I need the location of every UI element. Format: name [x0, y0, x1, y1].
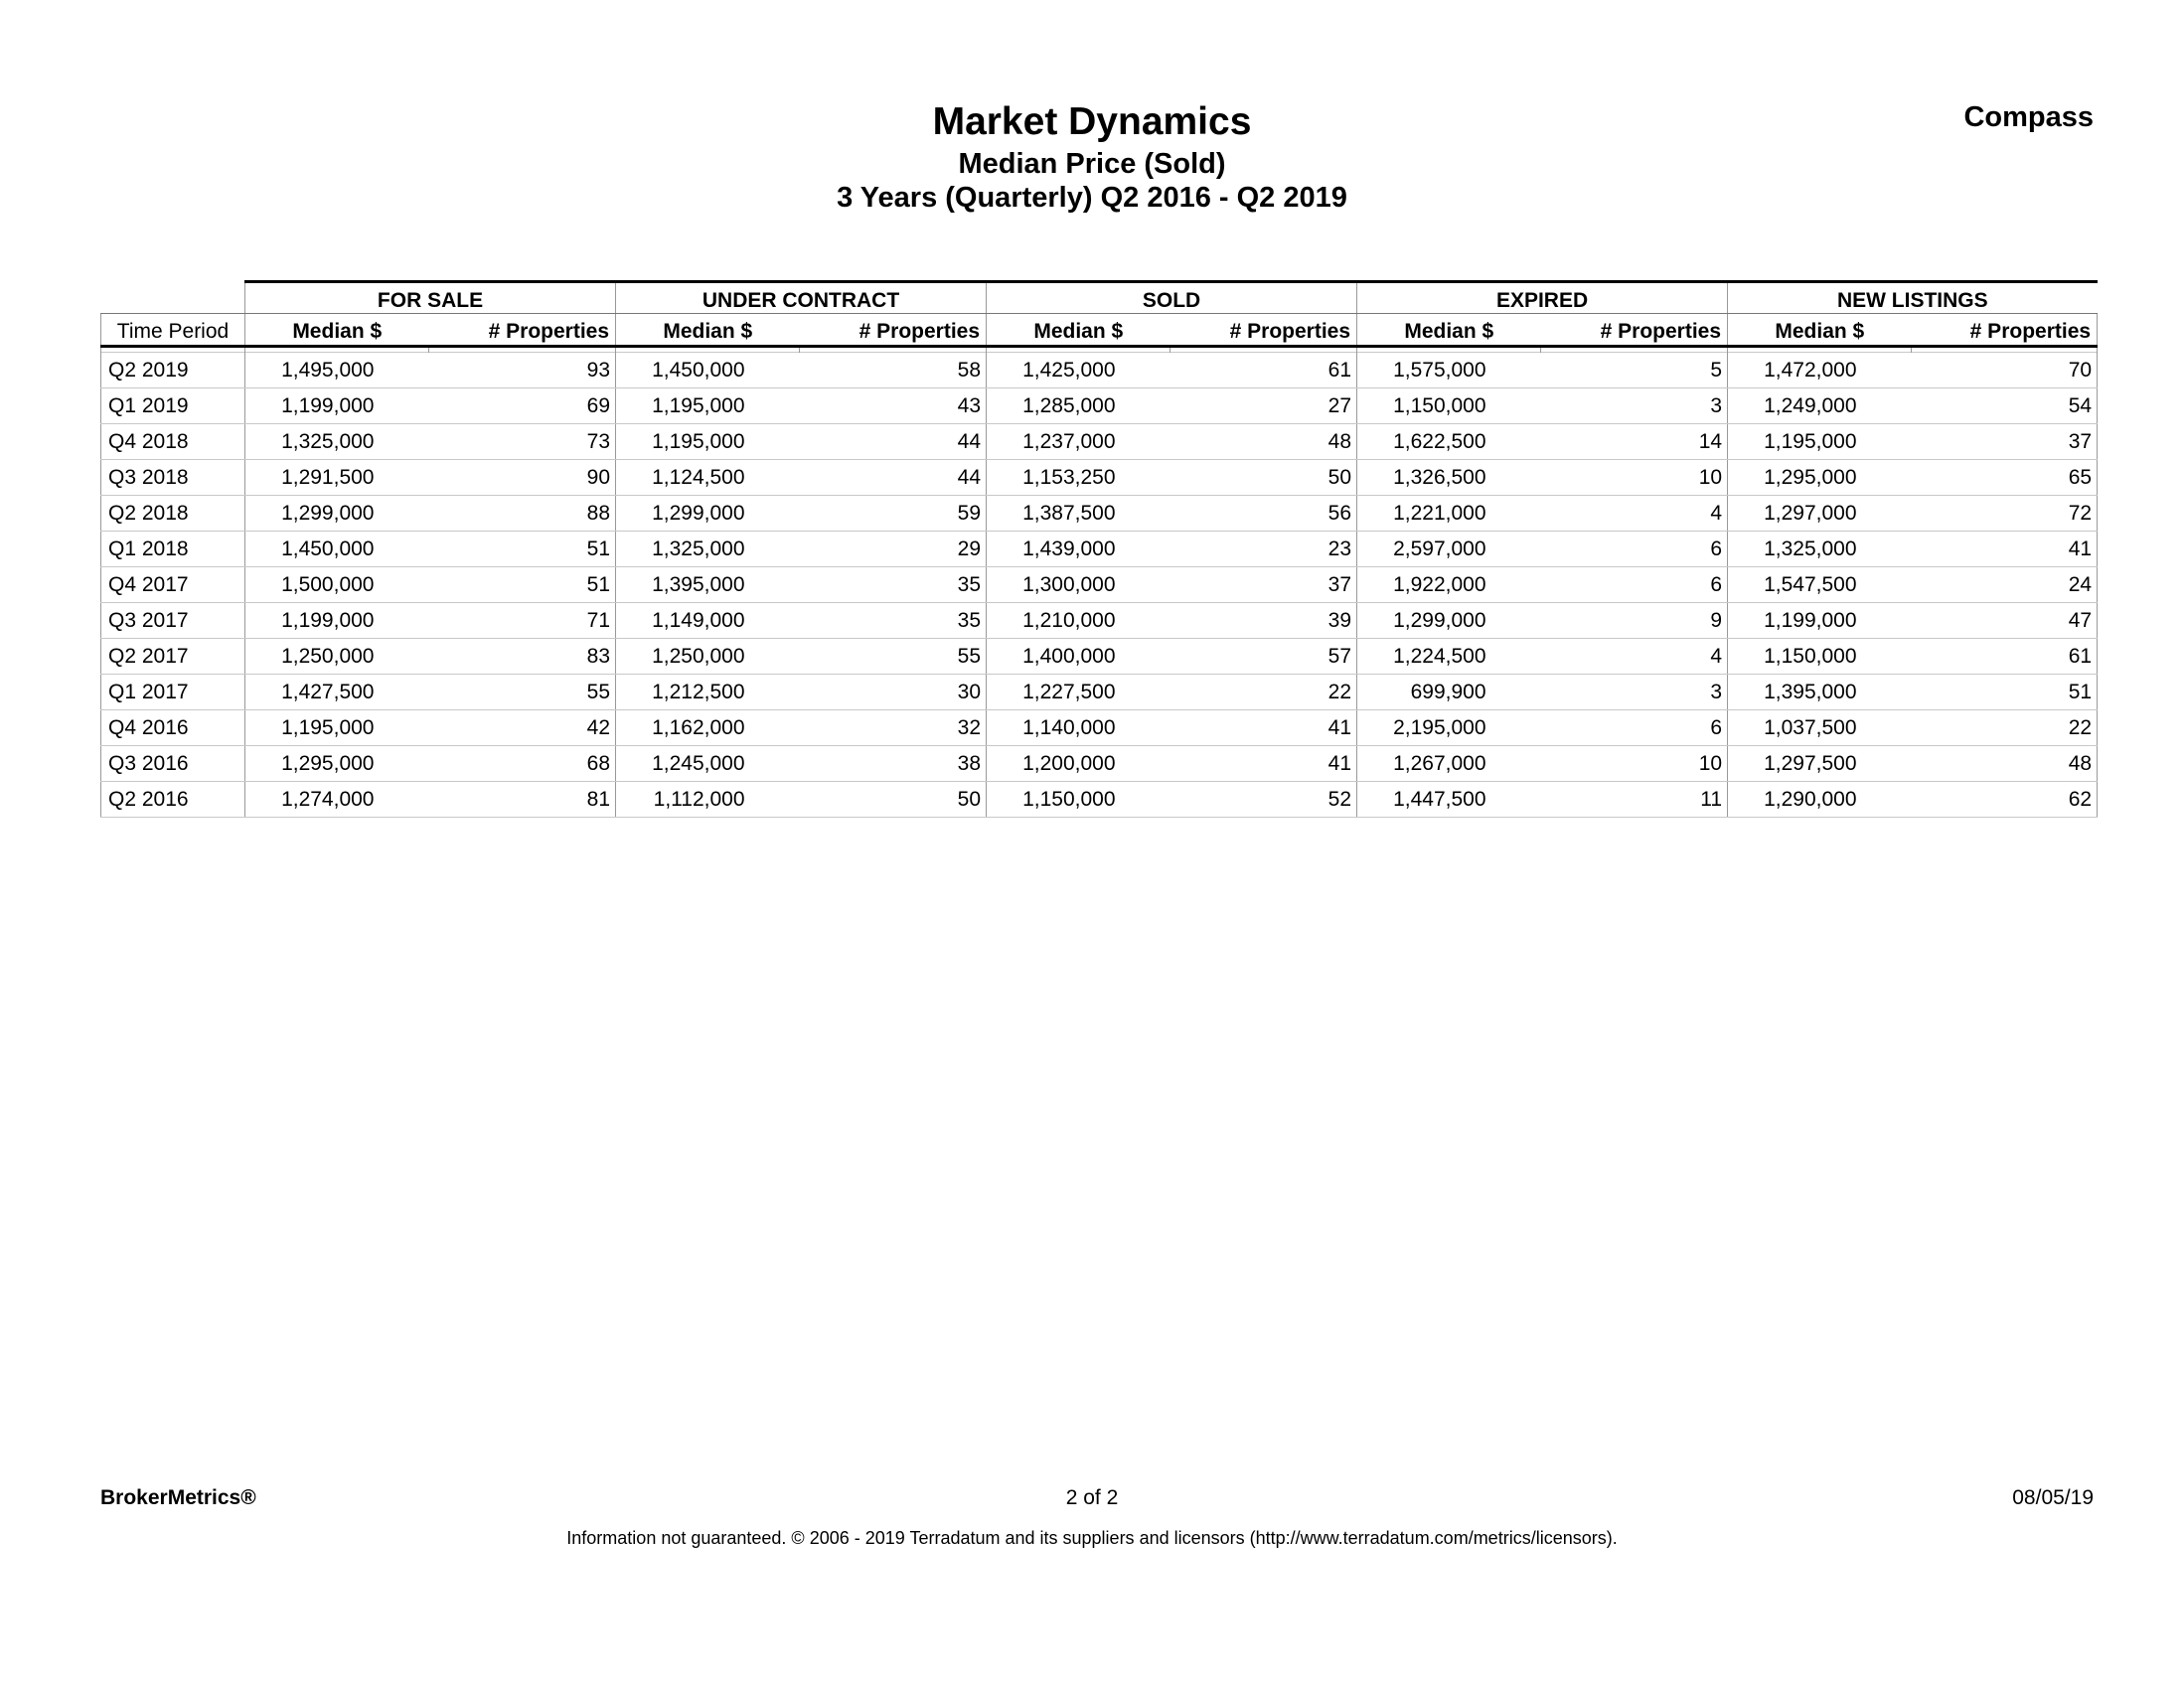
property-count-cell: 22	[1170, 675, 1357, 710]
median-price-cell: 1,195,000	[616, 424, 800, 460]
property-count-cell: 51	[429, 567, 616, 603]
property-count-cell: 54	[1912, 388, 2098, 424]
property-count-cell: 30	[800, 675, 987, 710]
table-row	[101, 532, 2098, 567]
property-count-cell: 35	[800, 603, 987, 639]
group-header-expired: EXPIRED	[1357, 282, 1728, 314]
property-count-cell: 24	[1912, 567, 2098, 603]
median-price-cell: 1,227,500	[987, 675, 1170, 710]
property-count-cell: 65	[1912, 460, 2098, 496]
time-period-cell: Q3 2018	[101, 460, 245, 496]
property-count-cell: 55	[800, 639, 987, 675]
median-price-cell: 1,245,000	[616, 746, 800, 782]
property-count-cell: 61	[1912, 639, 2098, 675]
median-price-cell: 1,195,000	[245, 710, 429, 746]
time-period-cell: Q4 2018	[101, 424, 245, 460]
property-count-cell: 6	[1541, 532, 1728, 567]
column-header-properties: # Properties	[1912, 314, 2098, 347]
property-count-cell: 3	[1541, 388, 1728, 424]
property-count-cell: 27	[1170, 388, 1357, 424]
property-count-cell: 38	[800, 746, 987, 782]
time-period-cell: Q3 2016	[101, 746, 245, 782]
property-count-cell: 32	[800, 710, 987, 746]
property-count-cell: 59	[800, 496, 987, 532]
property-count-cell: 42	[429, 710, 616, 746]
property-count-cell: 57	[1170, 639, 1357, 675]
median-price-cell: 1,249,000	[1728, 388, 1912, 424]
median-price-cell: 1,400,000	[987, 639, 1170, 675]
median-price-cell: 1,250,000	[245, 639, 429, 675]
median-price-cell: 1,495,000	[245, 353, 429, 388]
report-subtitle: Median Price (Sold)	[958, 148, 1226, 180]
median-price-cell: 1,200,000	[987, 746, 1170, 782]
table-row	[101, 460, 2098, 496]
median-price-cell: 1,162,000	[616, 710, 800, 746]
property-count-cell: 43	[800, 388, 987, 424]
column-header-row	[101, 314, 2098, 347]
property-count-cell: 37	[1912, 424, 2098, 460]
time-period-cell: Q2 2019	[101, 353, 245, 388]
time-period-cell: Q2 2017	[101, 639, 245, 675]
time-period-cell: Q1 2019	[101, 388, 245, 424]
median-price-cell: 1,299,000	[245, 496, 429, 532]
property-count-cell: 9	[1541, 603, 1728, 639]
group-header-new-listings: NEW LISTINGS	[1728, 282, 2098, 314]
column-header-properties: # Properties	[1170, 314, 1357, 347]
property-count-cell: 72	[1912, 496, 2098, 532]
median-price-cell: 1,450,000	[616, 353, 800, 388]
median-price-cell: 1,472,000	[1728, 353, 1912, 388]
property-count-cell: 48	[1912, 746, 2098, 782]
property-count-cell: 55	[429, 675, 616, 710]
median-price-cell: 1,299,000	[1357, 603, 1541, 639]
time-period-cell: Q1 2017	[101, 675, 245, 710]
table-row	[101, 710, 2098, 746]
property-count-cell: 6	[1541, 710, 1728, 746]
table-row	[101, 782, 2098, 818]
property-count-cell: 41	[1170, 710, 1357, 746]
property-count-cell: 35	[800, 567, 987, 603]
property-count-cell: 58	[800, 353, 987, 388]
property-count-cell: 39	[1170, 603, 1357, 639]
column-header-properties: # Properties	[429, 314, 616, 347]
property-count-cell: 51	[1912, 675, 2098, 710]
column-header-properties: # Properties	[1541, 314, 1728, 347]
property-count-cell: 4	[1541, 639, 1728, 675]
median-price-cell: 1,112,000	[616, 782, 800, 818]
table-row	[101, 746, 2098, 782]
median-price-cell: 1,325,000	[616, 532, 800, 567]
property-count-cell: 44	[800, 460, 987, 496]
property-count-cell: 51	[429, 532, 616, 567]
median-price-cell: 1,199,000	[1728, 603, 1912, 639]
median-price-cell: 1,150,000	[987, 782, 1170, 818]
property-count-cell: 41	[1912, 532, 2098, 567]
median-price-cell: 1,439,000	[987, 532, 1170, 567]
median-price-cell: 1,395,000	[616, 567, 800, 603]
property-count-cell: 61	[1170, 353, 1357, 388]
median-price-cell: 1,224,500	[1357, 639, 1541, 675]
time-period-cell: Q2 2018	[101, 496, 245, 532]
column-header-properties: # Properties	[800, 314, 987, 347]
median-price-cell: 1,326,500	[1357, 460, 1541, 496]
brand-name: Compass	[1963, 101, 2094, 133]
disclaimer-text: Information not guaranteed. © 2006 - 2019 Terradatum and its suppliers and licensors (http://www.terradatum.com/metrics/licensors).	[566, 1528, 1618, 1548]
property-count-cell: 23	[1170, 532, 1357, 567]
table-row	[101, 567, 2098, 603]
property-count-cell: 62	[1912, 782, 2098, 818]
median-price-cell: 1,212,500	[616, 675, 800, 710]
column-header-time-period: Time Period	[101, 314, 245, 347]
property-count-cell: 73	[429, 424, 616, 460]
median-price-cell: 1,297,000	[1728, 496, 1912, 532]
column-header-median: Median $	[616, 314, 800, 347]
property-count-cell: 71	[429, 603, 616, 639]
group-header-for-sale: FOR SALE	[245, 282, 616, 314]
median-price-cell: 1,395,000	[1728, 675, 1912, 710]
property-count-cell: 50	[800, 782, 987, 818]
median-price-cell: 2,195,000	[1357, 710, 1541, 746]
median-price-cell: 1,267,000	[1357, 746, 1541, 782]
property-count-cell: 29	[800, 532, 987, 567]
time-period-cell: Q1 2018	[101, 532, 245, 567]
group-header-under-contract: UNDER CONTRACT	[616, 282, 987, 314]
report-title: Market Dynamics	[932, 100, 1252, 143]
footer-brand: BrokerMetrics®	[100, 1486, 256, 1509]
median-price-cell: 1,153,250	[987, 460, 1170, 496]
group-header-row	[101, 282, 2098, 314]
median-price-cell: 1,295,000	[245, 746, 429, 782]
table-row	[101, 639, 2098, 675]
table-row	[101, 496, 2098, 532]
column-header-median: Median $	[245, 314, 429, 347]
time-period-cell: Q2 2016	[101, 782, 245, 818]
median-price-cell: 1,295,000	[1728, 460, 1912, 496]
property-count-cell: 69	[429, 388, 616, 424]
report-period: 3 Years (Quarterly) Q2 2016 - Q2 2019	[837, 182, 1347, 214]
median-price-cell: 1,427,500	[245, 675, 429, 710]
report-date: 08/05/19	[2012, 1486, 2094, 1509]
page-number: 2 of 2	[1065, 1486, 1119, 1509]
median-price-cell: 1,124,500	[616, 460, 800, 496]
column-header-median: Median $	[1357, 314, 1541, 347]
median-price-cell: 1,150,000	[1357, 388, 1541, 424]
time-period-cell: Q3 2017	[101, 603, 245, 639]
property-count-cell: 48	[1170, 424, 1357, 460]
median-price-cell: 1,199,000	[245, 388, 429, 424]
median-price-cell: 1,575,000	[1357, 353, 1541, 388]
median-price-cell: 1,447,500	[1357, 782, 1541, 818]
median-price-cell: 1,250,000	[616, 639, 800, 675]
time-period-cell: Q4 2017	[101, 567, 245, 603]
median-price-cell: 1,199,000	[245, 603, 429, 639]
property-count-cell: 14	[1541, 424, 1728, 460]
market-dynamics-table	[100, 280, 2098, 818]
median-price-cell: 1,037,500	[1728, 710, 1912, 746]
property-count-cell: 37	[1170, 567, 1357, 603]
median-price-cell: 1,622,500	[1357, 424, 1541, 460]
median-price-cell: 2,597,000	[1357, 532, 1541, 567]
median-price-cell: 1,450,000	[245, 532, 429, 567]
property-count-cell: 10	[1541, 746, 1728, 782]
median-price-cell: 1,210,000	[987, 603, 1170, 639]
property-count-cell: 44	[800, 424, 987, 460]
median-price-cell: 1,150,000	[1728, 639, 1912, 675]
median-price-cell: 1,285,000	[987, 388, 1170, 424]
group-header-sold: SOLD	[987, 282, 1357, 314]
property-count-cell: 41	[1170, 746, 1357, 782]
property-count-cell: 4	[1541, 496, 1728, 532]
group-header-blank	[101, 282, 245, 314]
property-count-cell: 81	[429, 782, 616, 818]
column-header-median: Median $	[1728, 314, 1912, 347]
median-price-cell: 1,291,500	[245, 460, 429, 496]
table-row	[101, 675, 2098, 710]
median-price-cell: 1,237,000	[987, 424, 1170, 460]
property-count-cell: 88	[429, 496, 616, 532]
property-count-cell: 52	[1170, 782, 1357, 818]
median-price-cell: 1,140,000	[987, 710, 1170, 746]
column-header-median: Median $	[987, 314, 1170, 347]
property-count-cell: 83	[429, 639, 616, 675]
median-price-cell: 1,149,000	[616, 603, 800, 639]
table-row	[101, 603, 2098, 639]
median-price-cell: 1,547,500	[1728, 567, 1912, 603]
property-count-cell: 93	[429, 353, 616, 388]
property-count-cell: 5	[1541, 353, 1728, 388]
property-count-cell: 68	[429, 746, 616, 782]
median-price-cell: 1,500,000	[245, 567, 429, 603]
property-count-cell: 11	[1541, 782, 1728, 818]
median-price-cell: 1,425,000	[987, 353, 1170, 388]
median-price-cell: 1,325,000	[1728, 532, 1912, 567]
median-price-cell: 1,300,000	[987, 567, 1170, 603]
property-count-cell: 56	[1170, 496, 1357, 532]
median-price-cell: 1,195,000	[1728, 424, 1912, 460]
property-count-cell: 70	[1912, 353, 2098, 388]
table-row	[101, 388, 2098, 424]
property-count-cell: 6	[1541, 567, 1728, 603]
property-count-cell: 3	[1541, 675, 1728, 710]
median-price-cell: 699,900	[1357, 675, 1541, 710]
table-body	[101, 347, 2098, 818]
property-count-cell: 10	[1541, 460, 1728, 496]
median-price-cell: 1,290,000	[1728, 782, 1912, 818]
property-count-cell: 50	[1170, 460, 1357, 496]
median-price-cell: 1,299,000	[616, 496, 800, 532]
median-price-cell: 1,274,000	[245, 782, 429, 818]
table-row	[101, 424, 2098, 460]
time-period-cell: Q4 2016	[101, 710, 245, 746]
report-header	[0, 97, 2184, 215]
median-price-cell: 1,922,000	[1357, 567, 1541, 603]
median-price-cell: 1,387,500	[987, 496, 1170, 532]
median-price-cell: 1,221,000	[1357, 496, 1541, 532]
median-price-cell: 1,297,500	[1728, 746, 1912, 782]
property-count-cell: 90	[429, 460, 616, 496]
median-price-cell: 1,195,000	[616, 388, 800, 424]
table-row	[101, 353, 2098, 388]
property-count-cell: 47	[1912, 603, 2098, 639]
property-count-cell: 22	[1912, 710, 2098, 746]
median-price-cell: 1,325,000	[245, 424, 429, 460]
